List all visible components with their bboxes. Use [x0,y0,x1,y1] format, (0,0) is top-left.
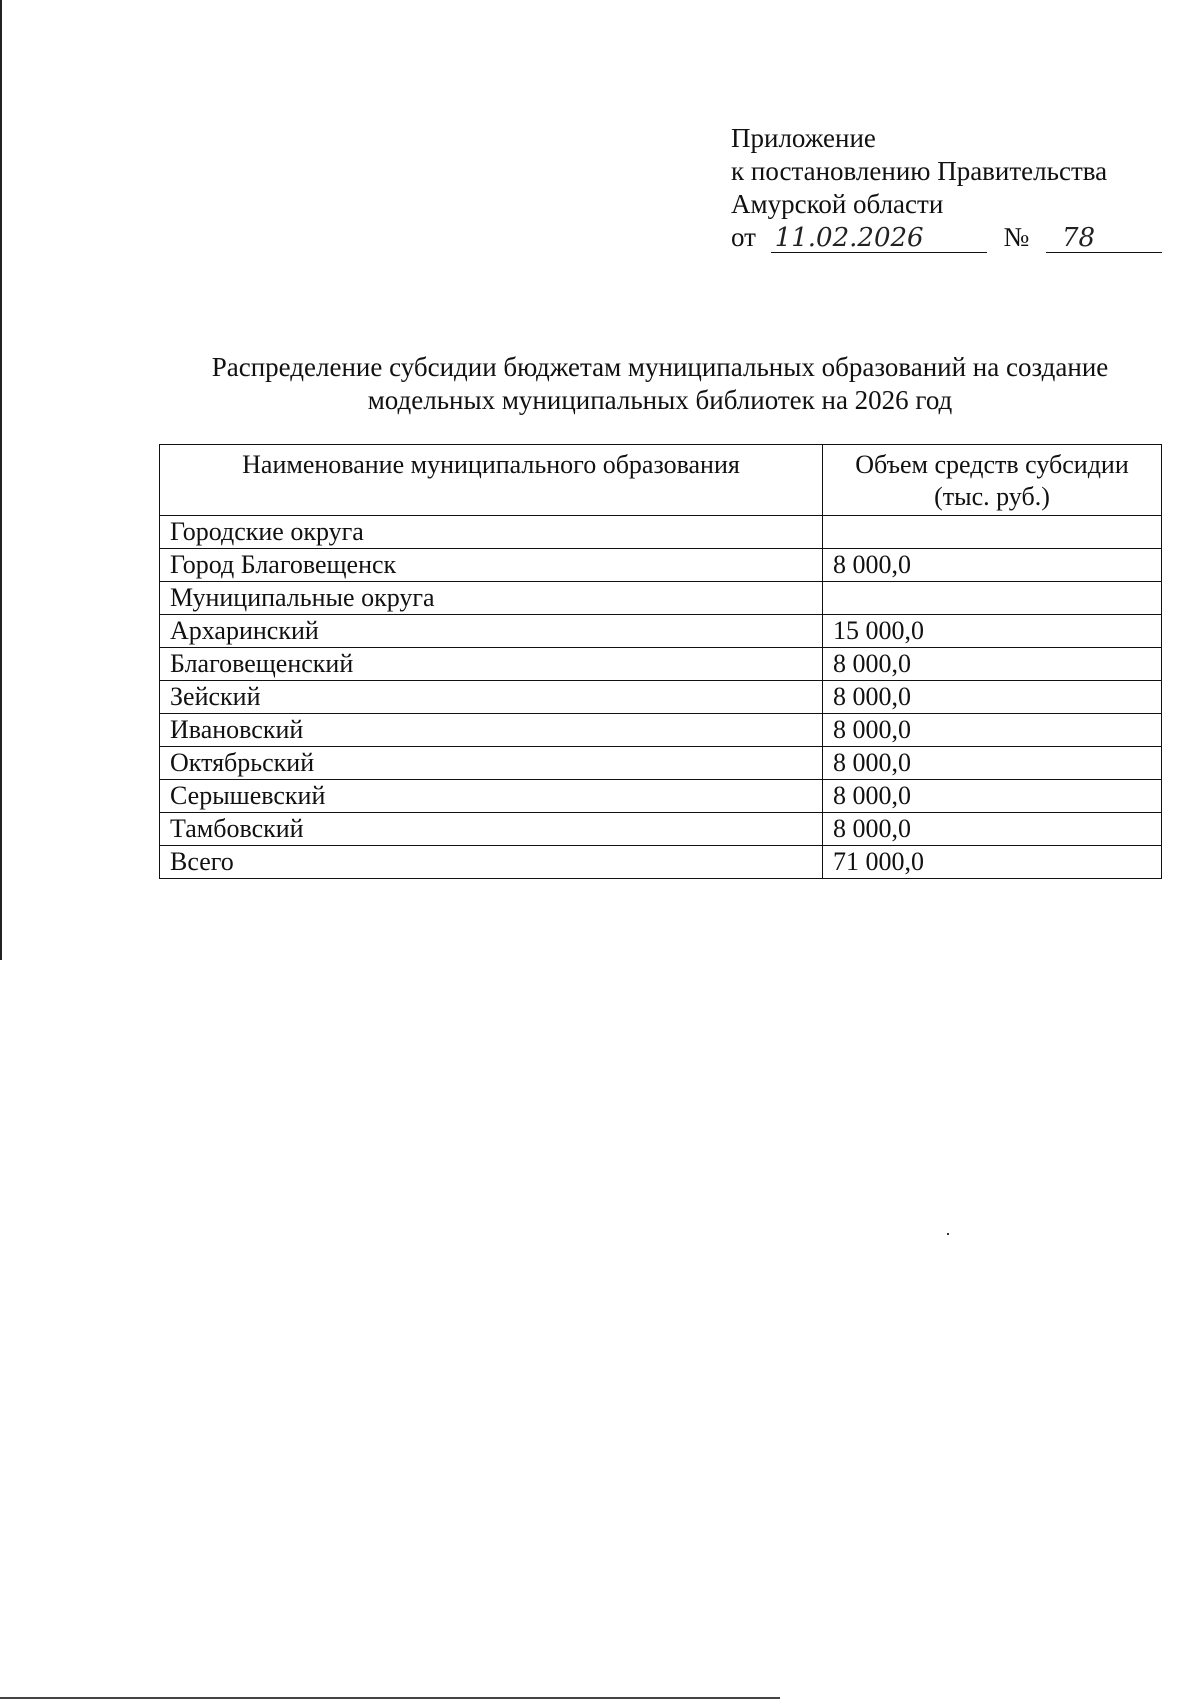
date-prefix: от [731,222,756,252]
row-amount: 8 000,0 [823,549,1162,582]
table-header-row [160,445,1162,516]
table-row [160,714,1162,747]
document-title-line-1: Распределение субсидии бюджетам муниципальных образований на создание [211,352,1109,382]
header-amount-line-2: (тыс. руб.) [934,482,1050,511]
table-row [160,681,1162,714]
table-row [160,582,1162,615]
row-name: Зейский [160,681,823,714]
row-amount: 8 000,0 [823,714,1162,747]
row-name: Благовещенский [160,648,823,681]
document-title-line-2: модельных муниципальных библиотек на 2026 год [367,385,953,415]
handwritten-number: 78 [1046,224,1162,253]
table-total-row [160,846,1162,879]
row-amount: 15 000,0 [823,615,1162,648]
appendix-date-line [731,221,1162,254]
table-row [160,516,1162,549]
total-amount: 71 000,0 [823,846,1162,879]
row-amount: 8 000,0 [823,648,1162,681]
row-name: Тамбовский [160,813,823,846]
row-name: Октябрьский [160,747,823,780]
header-amount [823,445,1162,516]
table-row [160,615,1162,648]
table-row [160,780,1162,813]
row-name: Муниципальные округа [160,582,823,615]
row-name: Городские округа [160,516,823,549]
row-name: Серышевский [160,780,823,813]
row-name: Ивановский [160,714,823,747]
row-name: Город Благовещенск [160,549,823,582]
page-left-edge [0,0,2,960]
appendix-resolution: к постановлению Правительства [731,156,1108,186]
appendix-block [731,122,1162,254]
document-title [140,351,1180,417]
scan-speck [947,1233,949,1235]
table-row [160,549,1162,582]
row-amount [823,582,1162,615]
table-row [160,813,1162,846]
table-row [160,648,1162,681]
row-amount [823,516,1162,549]
table-row [160,747,1162,780]
subsidy-table [159,444,1162,879]
header-amount-line-1: Объем средств субсидии [855,450,1129,479]
appendix-region: Амурской области [731,189,944,219]
header-name: Наименование муниципального образования [160,445,823,516]
total-label: Всего [160,846,823,879]
page-bottom-edge [0,1697,780,1699]
number-label: № [1003,222,1030,252]
row-amount: 8 000,0 [823,681,1162,714]
row-amount: 8 000,0 [823,747,1162,780]
row-amount: 8 000,0 [823,780,1162,813]
row-amount: 8 000,0 [823,813,1162,846]
row-name: Архаринский [160,615,823,648]
handwritten-date: 11.02.2026 [771,224,987,253]
appendix-title: Приложение [731,123,876,153]
